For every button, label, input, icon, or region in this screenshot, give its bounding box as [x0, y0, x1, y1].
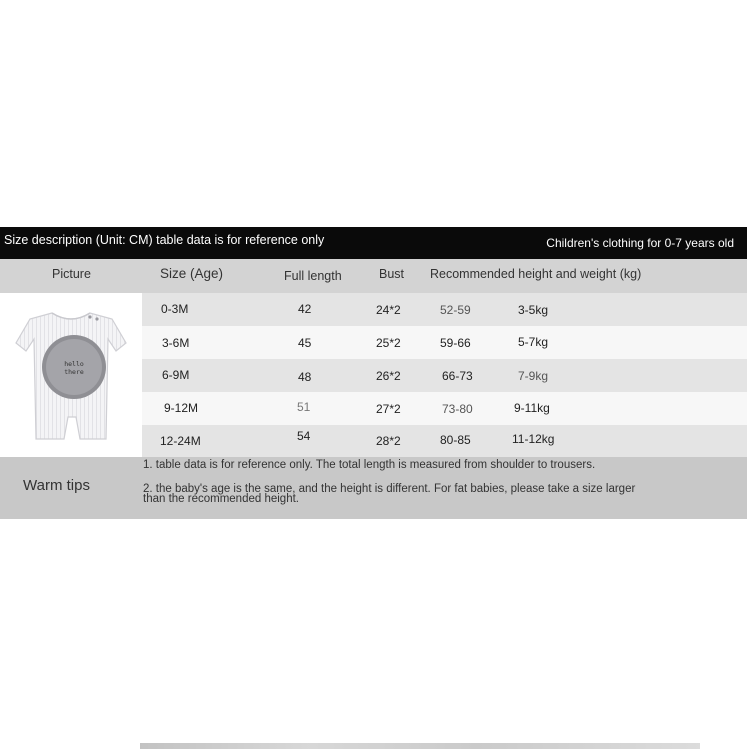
table-row	[142, 326, 747, 359]
blurred-text-strip	[140, 743, 700, 749]
cell-height: 59-66	[440, 336, 471, 350]
cell-bust: 26*2	[376, 369, 401, 383]
header-bust: Bust	[379, 267, 405, 281]
cell-length: 51	[297, 400, 311, 414]
cell-length: 48	[298, 370, 312, 384]
header-size: Size (Age)	[160, 266, 224, 281]
cell-size: 12-24M	[160, 434, 201, 448]
romper-illustration	[0, 293, 142, 457]
cell-bust: 28*2	[376, 434, 401, 448]
tip-line-2-cont: than the recommended height.	[143, 493, 299, 505]
cell-bust: 25*2	[376, 336, 401, 350]
header-picture: Picture	[52, 267, 91, 281]
cell-size: 0-3M	[161, 302, 189, 316]
header-row	[0, 259, 747, 293]
cell-height: 52-59	[440, 303, 471, 317]
cell-length: 42	[298, 302, 312, 316]
title-bar	[0, 227, 747, 259]
svg-text:there: there	[64, 368, 84, 376]
title-left: Size description (Unit: CM) table data is for reference only	[4, 233, 325, 247]
cell-height: 73-80	[442, 402, 473, 416]
cell-bust: 24*2	[376, 303, 401, 317]
cell-size: 6-9M	[162, 368, 190, 382]
cell-size: 3-6M	[162, 336, 190, 350]
cell-weight: 5-7kg	[518, 335, 549, 349]
cell-height: 66-73	[442, 369, 473, 383]
cell-weight: 9-11kg	[514, 401, 550, 415]
table-row	[142, 425, 747, 458]
warm-tips-label: Warm tips	[23, 477, 90, 494]
tip-line-2: 2. the baby's age is the same, and the height is different. For fat babies, please take a size larger	[143, 483, 636, 495]
cell-length: 54	[297, 429, 311, 443]
size-chart	[0, 227, 747, 519]
cell-weight: 3-5kg	[518, 303, 549, 317]
header-recommended: Recommended height and weight (kg)	[430, 267, 642, 281]
table-row	[142, 392, 747, 425]
cell-size: 9-12M	[164, 401, 199, 415]
tip-line-1: 1. table data is for reference only. The total length is measured from shoulder to trousers.	[143, 459, 596, 471]
baby-romper-photo	[0, 293, 142, 457]
header-full-length: Full length	[284, 269, 342, 283]
title-right: Children's clothing for 0-7 years old	[546, 236, 734, 250]
table-row	[142, 293, 747, 326]
cell-weight: 7-9kg	[518, 369, 549, 383]
cell-height: 80-85	[440, 433, 471, 447]
cell-weight: 11-12kg	[512, 432, 555, 446]
warm-tips-section	[0, 457, 747, 519]
cell-bust: 27*2	[376, 402, 401, 416]
romper-print-text: hello	[64, 360, 84, 368]
table-row	[142, 359, 747, 392]
cell-length: 45	[298, 336, 312, 350]
